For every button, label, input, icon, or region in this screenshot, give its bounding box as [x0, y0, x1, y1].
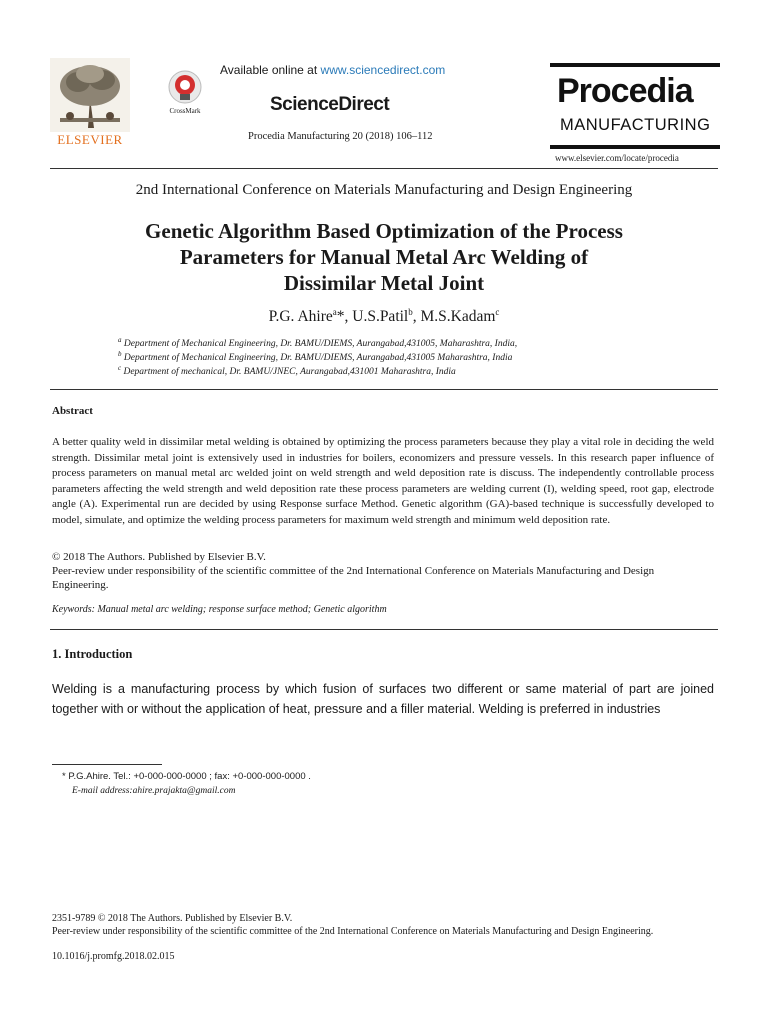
- intro-body: Welding is a manufacturing process by which fusion of surfaces two different or same material of part are joined together with or without the application of heat, pressure and a filler material. Welding is preferred in industries: [52, 682, 714, 716]
- abstract-bottom-divider: [50, 629, 718, 630]
- affiliation-mark: b: [118, 350, 122, 358]
- procedia-name: Procedia: [557, 72, 693, 110]
- author-name: P.G. Ahire: [268, 308, 333, 326]
- affiliation: [118, 364, 456, 377]
- author-name: U.S.Patil: [352, 308, 409, 326]
- affiliation-mark: a: [118, 336, 122, 344]
- procedia-subtitle: MANUFACTURING: [560, 116, 711, 134]
- affiliation: [118, 336, 517, 349]
- intro-heading: 1. Introduction: [52, 647, 133, 661]
- author-list: [50, 307, 718, 326]
- footnote-email: E-mail address:ahire.prajakta@gmail.com: [72, 786, 236, 796]
- abstract-body: A better quality weld in dissimilar metal welding is obtained by optimizing the process parameters because they play a vital role in deciding the weld strength. Dissimilar metal joint is extensively used in industries for boilers, economizers and pressure vessels. In this research paper influence of process parameters on manual metal arc welded joint on weld strength and weld deposition rate is discuss. The independently controllable process parameters affecting the weld strength and weld deposition rate these process parameters are welding current (I), welding speed, root gap, electrode angle (A). Experimental run are decided by using Response surface Method. Genetic algorithm (GA)-based technique is successfully developed to model, simulate, and optimize the welding process parameters for maximum weld strength and minimum weld deposition rate.: [52, 436, 714, 526]
- bottom-peer-review: Peer-review under responsibility of the scientific committee of the 2nd International Conference on Materials Manufacturing and Design Engineering.: [52, 926, 654, 937]
- affiliation-text: Department of Mechanical Engineering, Dr. BAMU/DIEMS, Aurangabad,431005 Maharashtra, India: [123, 353, 513, 364]
- author-separator: ,: [412, 308, 421, 326]
- journal-reference: Procedia Manufacturing 20 (2018) 106–112: [248, 131, 433, 142]
- bottom-issn: 2351-9789 © 2018 The Authors. Published by Elsevier B.V.: [52, 913, 293, 924]
- keywords-label: Keywords:: [52, 604, 95, 615]
- author-affil-mark: c: [495, 307, 500, 317]
- abstract-heading: Abstract: [52, 405, 93, 417]
- bottom-doi[interactable]: 10.1016/j.promfg.2018.02.015: [52, 951, 175, 962]
- footnote-contact: * P.G.Ahire. Tel.: +0-000-000-0000 ; fax: +0-000-000-0000 .: [62, 771, 311, 782]
- sciencedirect-link[interactable]: www.sciencedirect.com: [320, 63, 446, 77]
- author-affil-mark: b: [408, 307, 413, 317]
- affiliation: [118, 350, 512, 363]
- title-line: Dissimilar Metal Joint: [283, 271, 485, 295]
- crossmark-icon[interactable]: [168, 70, 202, 104]
- sciencedirect-title: ScienceDirect: [270, 94, 390, 115]
- available-prefix: Available online at: [220, 63, 321, 77]
- title-line: Genetic Algorithm Based Optimization of the Process: [145, 219, 623, 243]
- author-separator: *,: [336, 308, 353, 326]
- abstract-top-divider: [50, 389, 718, 390]
- author-name: M.S.Kadam: [420, 308, 496, 326]
- author-affil-mark: a: [332, 307, 337, 317]
- crossmark-label: CrossMark: [169, 107, 201, 115]
- conference-name: 2nd International Conference on Materials Manufacturing and Design Engineering: [135, 182, 633, 198]
- abstract-copyright: © 2018 The Authors. Published by Elsevier B.V.: [52, 551, 266, 563]
- paper-title: [80, 218, 688, 296]
- procedia-url[interactable]: www.elsevier.com/locate/procedia: [555, 153, 679, 163]
- available-online: [220, 63, 445, 77]
- elsevier-wordmark: ELSEVIER: [57, 132, 123, 147]
- affiliation-mark: c: [118, 364, 122, 372]
- affiliation-text: Department of mechanical, Dr. BAMU/JNEC, Aurangabad,431001 Maharashtra, India: [123, 367, 456, 378]
- header-divider: [50, 168, 718, 169]
- keywords-line: [52, 603, 387, 617]
- footnote-rule: [52, 764, 162, 765]
- abstract-peer-review: Peer-review under responsibility of the scientific committee of the 2nd International Conference on Materials Manufacturing and Design Engineering.: [52, 565, 655, 591]
- title-line: Parameters for Manual Metal Arc Welding of: [179, 245, 589, 269]
- keywords-text: Manual metal arc welding; response surface method; Genetic algorithm: [94, 604, 387, 615]
- affiliation-text: Department of Mechanical Engineering, Dr. BAMU/DIEMS, Aurangabad,431005, Maharashtra, India,: [123, 339, 518, 350]
